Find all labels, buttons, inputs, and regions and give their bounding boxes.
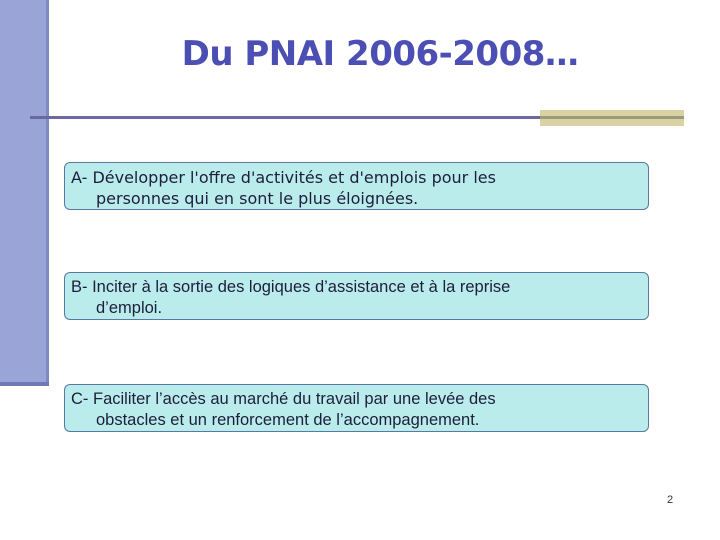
objective-b-line2: d’emploi. — [96, 299, 163, 317]
slide-title: Du PNAI 2006-2008… — [181, 34, 579, 74]
side-bar-bottom-edge — [0, 382, 49, 386]
page-number: 2 — [667, 494, 674, 506]
title-rule-accent-line — [540, 116, 684, 119]
objective-c-line1: C- Faciliter l’accès au marché du travail par une levée des — [71, 390, 496, 408]
objective-b-line1: B- Inciter à la sortie des logiques d’assistance et à la reprise — [71, 278, 511, 296]
objective-box-a — [64, 162, 649, 210]
objective-box-b — [64, 272, 649, 320]
objective-box-c — [64, 384, 649, 432]
objective-a-line2: personnes qui en sont le plus éloignées. — [96, 189, 419, 208]
objective-c-line2: obstacles et un renforcement de l’accompagnement. — [96, 411, 480, 429]
objective-a-line1: A- Développer l'offre d'activités et d'emplois pour les — [71, 168, 496, 187]
